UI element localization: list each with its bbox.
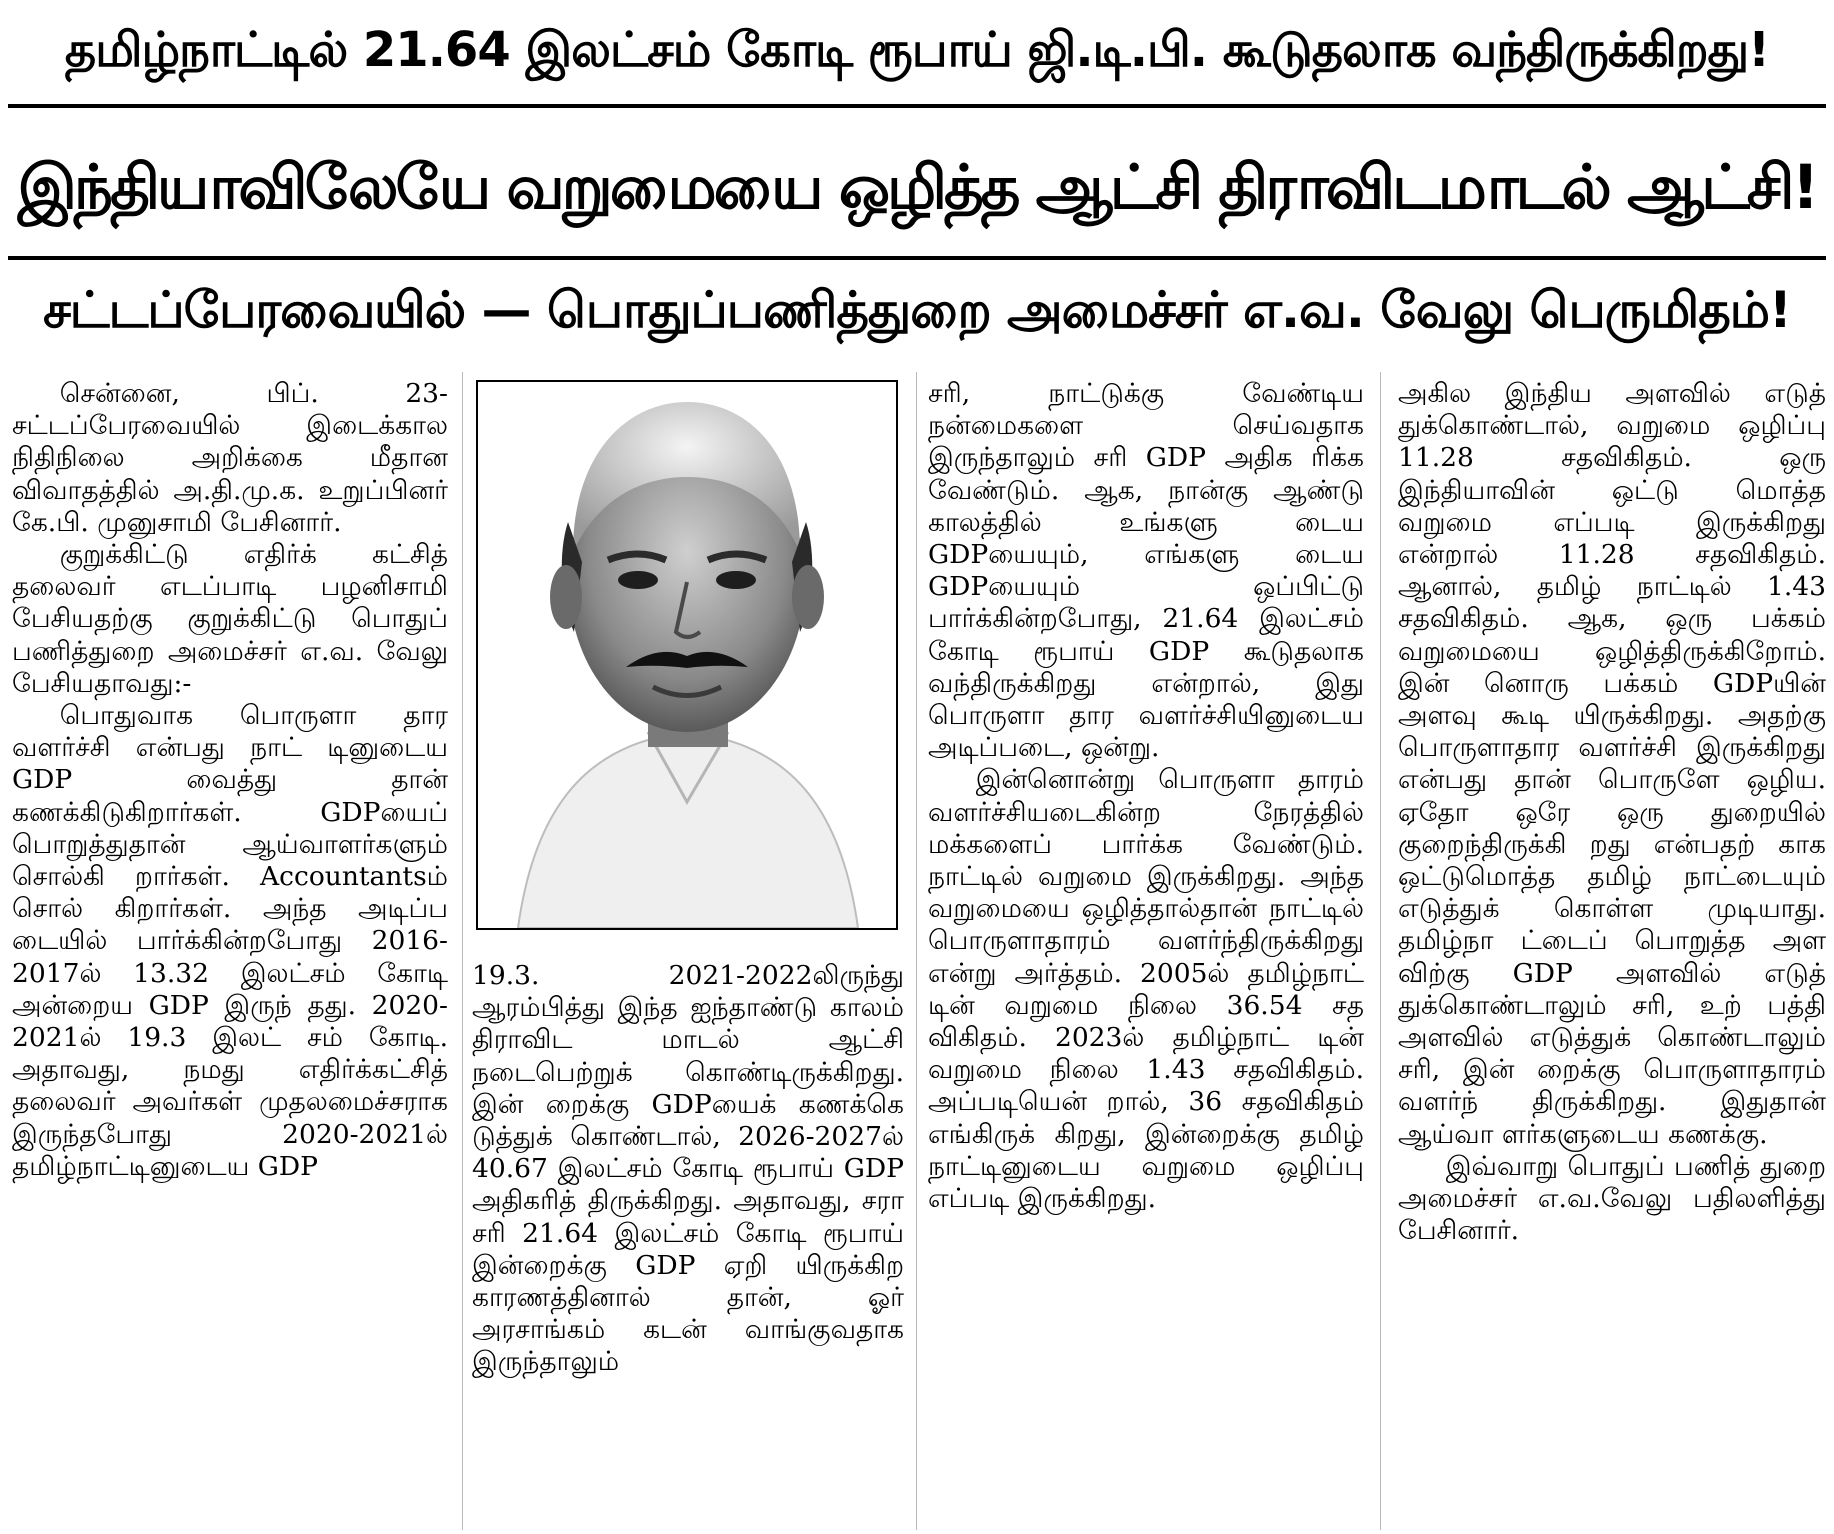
article-paragraph: இன்னொன்று பொருளா தாரம் வளர்ச்சியடைகின்ற நேரத்தில் மக்களைப் பார்க்க வேண்டும். நாட்டில் வறுமை இருக்கிறது. அந்த வறுமையை ஒழித்தால்தான் நாட்டில் பொருளாதாரம் வளர்ந்திருக்கிறது என்று அர்த்தம். 2005ல் தமிழ்நாட் டின் வறுமை நிலை 36.54 சத விகிதம். 2023ல் தமிழ்நாட் டின் வறுமை நிலை 1.43 சதவிகிதம். அப்படியென் றால், 36 சதவிகிதம் எங்கிருக் கிறது, இன்றைக்கு தமிழ் நாட்டினுடைய வறுமை ஒழிப்பு எப்படி இருக்கிறது.	[928, 764, 1364, 1215]
article-paragraph: 19.3. 2021-2022லிருந்து ஆரம்பித்து இந்த ஐந்தாண்டு காலம் திராவிட மாடல் ஆட்சி நடைபெற்றுக் கொண்டிருக்கிறது. இன் றைக்கு GDPயைக் கணக்கெ டுத்துக் கொண்டால், 2026-2027ல் 40.67 இலட்சம் கோடி ரூபாய் GDP அதிகரித் திருக்கிறது. அதாவது, சரா சரி 21.64 இலட்சம் கோடி ரூபாய் இன்றைக்கு GDP ஏறி யிருக்கிற காரணத்தினால் தான், ஓர் அரசாங்கம் கடன் வாங்குவதாக இருந்தாலும்	[472, 960, 904, 1378]
main-headline: இந்தியாவிலேயே வறுமையை ஒழித்த ஆட்சி திராவிடமாடல் ஆட்சி!	[17, 152, 1817, 223]
article-paragraph: குறுக்கிட்டு எதிர்க் கட்சித் தலைவர் எடப்பாடி பழனிசாமி பேசியதற்கு குறுக்கிட்டு பொதுப் பணித்துறை அமைச்சர் எ.வ. வேலு பேசியதாவது:-	[12, 539, 448, 699]
article-paragraph: பொதுவாக பொருளா தார வளர்ச்சி என்பது நாட் டினுடைய GDP வைத்து தான் கணக்கிடுகிறார்கள். GDPயைப் பொறுத்துதான் ஆய்வாளர்களும் சொல்கி றார்கள். Accountantsம் சொல் கிறார்கள். அந்த அடிப்ப டையில் பார்க்கின்றபோது 2016-2017ல் 13.32 இலட்சம் கோடி அன்றைய GDP இருந் தது. 2020-2021ல் 19.3 இலட் சம் கோடி. அதாவது, நமது எதிர்க்கட்சித் தலைவர் அவர்கள் முதலமைச்சராக இருந்தபோது 2020-2021ல் தமிழ்நாட்டினுடைய GDP	[12, 700, 448, 1182]
article-paragraph: அகில இந்திய அளவில் எடுத் துக்கொண்டால், வறுமை ஒழிப்பு 11.28 சதவிகிதம். ஒரு இந்தியாவின் ஒட்டு மொத்த வறுமை எப்படி இருக்கிறது என்றால் 11.28 சதவிகிதம். ஆனால், தமிழ் நாட்டில் 1.43 சதவிகிதம். ஆக, ஒரு பக்கம் வறுமையை ஒழித்திருக்கிறோம். இன் னொரு பக்கம் GDPயின் அளவு கூடி யிருக்கிறது. அதற்கு பொருளாதார வளர்ச்சி இருக்கிறது என்பது தான் பொருளே ஒழிய. ஏதோ ஒரே ஒரு துறையில் குறைந்திருக்கி றது என்பதற் காக ஒட்டுமொத்த தமிழ் நாட்டையும் எடுத்துக் கொள்ள முடியாது. தமிழ்நா ட்டைப் பொறுத்த அள விற்கு GDP அளவில் எடுத் துக்கொண்டாலும் சரி, உற் பத்தி அளவில் எடுத்துக் கொண்டாலும் சரி, இன் றைக்கு பொருளாதாரம் வளர்ந் திருக்கிறது. இதுதான் ஆய்வா ளர்களுடைய கணக்கு.	[1398, 378, 1826, 1150]
headline-divider-bottom	[8, 256, 1826, 260]
article-paragraph: சரி, நாட்டுக்கு வேண்டிய நன்மைகளை செய்வதாக இருந்தாலும் சரி GDP அதிக ரிக்க வேண்டும். ஆக, நான்கு ஆண்டு காலத்தில் உங்களு டைய GDPயையும், எங்களு டைய GDPயையும் ஒப்பிட்டு பார்க்கின்றபோது, 21.64 இலட்சம் கோடி ரூபாய் GDP கூடுதலாக வந்திருக்கிறது என்றால், இது பொருளா தார வளர்ச்சியினுடைய அடிப்படை, ஒன்று.	[928, 378, 1364, 764]
column-divider	[1380, 372, 1381, 1530]
sub-headline: சட்டப்பேரவையில் — பொதுப்பணித்துறை அமைச்சர் எ.வ. வேலு பெருமிதம்!	[43, 281, 1791, 339]
article-paragraph: சென்னை, பிப். 23- சட்டப்பேரவையில் இடைக்கால நிதிநிலை அறிக்கை மீதான விவாதத்தில் அ.தி.மு.க. உறுப்பினர் கே.பி. முனுசாமி பேசினார்.	[12, 378, 448, 538]
column-divider	[462, 372, 463, 1530]
article-column-1	[12, 378, 448, 1530]
headline-divider-top	[8, 104, 1826, 108]
article-column-4	[1398, 378, 1826, 1530]
column-divider	[916, 372, 917, 1530]
top-headline: தமிழ்நாட்டில் 21.64 இலட்சம் கோடி ரூபாய் ஜி.டி.பி. கூடுதலாக வந்திருக்கிறது!	[64, 22, 1770, 78]
minister-photo	[476, 380, 898, 930]
article-column-2	[472, 960, 904, 1530]
article-column-3	[928, 378, 1364, 1530]
article-paragraph: இவ்வாறு பொதுப் பணித் துறை அமைச்சர் எ.வ.வேலு பதிலளித்து பேசினார்.	[1398, 1150, 1826, 1247]
portrait-image	[478, 382, 896, 928]
